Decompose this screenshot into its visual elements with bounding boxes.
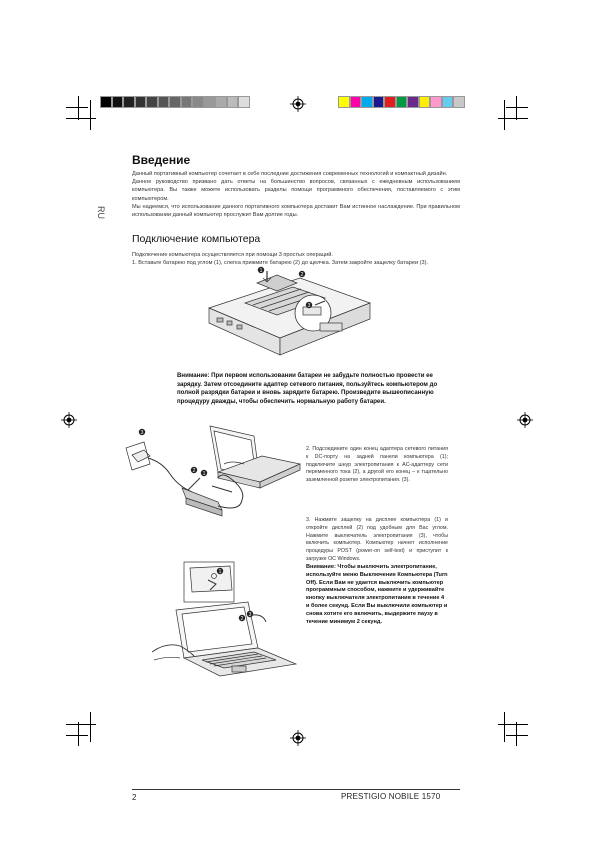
section-title: Подключение компьютера (132, 233, 261, 245)
steps-intro: Подключение компьютера осуществляется при помощи 3 простых операций. (132, 252, 333, 258)
color-swatch (430, 96, 442, 108)
intro-paragraph: Данный портативный компьютер сочетает в себе последние достижения современных технологий и компактный дизайн. (132, 171, 448, 177)
grey-swatch (158, 96, 170, 108)
color-swatch (419, 96, 431, 108)
grey-swatch (227, 96, 239, 108)
grey-swatch (181, 96, 193, 108)
color-swatch (396, 96, 408, 108)
grey-swatch (112, 96, 124, 108)
power-adapter-illustration (122, 420, 304, 520)
callout-1: 1 (259, 267, 263, 274)
page-title: Введение (132, 153, 191, 167)
power-off-warning: Внимание: Чтобы выключить электропитание, используйте меню Выключение Компьютера (Turn Off). Если Вам не удается выключить компьютер программным способом, нажмите и удерживайте кнопку выключателя электропитания в течение 4 и более секунд. Если Вы выключили компьютер и снова хотите его включить, выдержите паузу в течение минимум 2 секунд. (306, 564, 448, 625)
step-3-text: 3. Нажмите защелку на дисплее компьютера (1) и откройте дисплей (2) под удобным для Вас углом. Нажмите выключатель электропитания (3), чтобы включить компьютер. Компьютер начнет исполнение процедуры POST (power-on self-test) и приступит к загрузке ОС Windows. (306, 517, 448, 562)
callout-1: 1 (202, 470, 206, 477)
color-swatch (453, 96, 465, 108)
registration-mark-icon (290, 730, 306, 746)
color-calibration-bars (338, 96, 465, 108)
intro-paragraph: Мы надеемся, что использование данного портативного компьютера доставит Вам истинное наслаждение. При правильном использовании данный компьютер прослужит Вам долгие годы. (132, 203, 460, 219)
step-1-text: 1. Вставьте батарею под углом (1), слегка прижмите батарею (2) до щелчка. Затем закройте защелку батареи (3). (132, 260, 429, 266)
open-display-illustration (150, 560, 300, 678)
grey-swatch (215, 96, 227, 108)
intro-paragraph: Данное руководство призвано дать ответы на большинство вопросов, связанных с ежедневным использованием компьютера. Вы также можете использовать разделы помощи программного обеспечения, поставляемого с этим компьютером. (132, 179, 460, 202)
grey-calibration-bars (100, 96, 250, 108)
color-swatch (373, 96, 385, 108)
page-number: 2 (132, 793, 137, 802)
product-model: PRESTIGIO NOBILE 1570 (341, 792, 441, 801)
registration-mark-icon (290, 96, 306, 112)
color-swatch (338, 96, 350, 108)
grey-swatch (135, 96, 147, 108)
registration-mark-icon (61, 412, 77, 428)
intro-text (132, 170, 460, 219)
color-swatch (407, 96, 419, 108)
grey-swatch (238, 96, 250, 108)
battery-warning: Внимание: При первом использовании батареи не забудьте полностью провести ее зарядку. Затем отсоедините адаптер сетевого питания, пользуйтесь компьютером до полной разрядки батареи и вновь зарядите батарею. Произведите вышеописанную процедуру дважды, чтобы обеспечить нормальную работу батареи. (177, 372, 438, 405)
language-tab: RU (96, 206, 106, 219)
footer-rule (132, 789, 460, 790)
grey-swatch (100, 96, 112, 108)
grey-swatch (169, 96, 181, 108)
battery-insertion-illustration (205, 263, 375, 363)
callout-3: 3 (140, 429, 144, 436)
grey-swatch (146, 96, 158, 108)
grey-swatch (192, 96, 204, 108)
callout-2: 2 (192, 467, 196, 474)
color-swatch (361, 96, 373, 108)
color-swatch (350, 96, 362, 108)
grey-swatch (123, 96, 135, 108)
color-swatch (384, 96, 396, 108)
registration-mark-icon (517, 412, 533, 428)
callout-2: 2 (300, 271, 304, 278)
step-2-text: 2. Подсоедините один конец адаптера сетевого питания к DC-порту на задней панели компьютера (1); подключите шнур электропитания к AC-адаптеру сети переменного тока (2), а другой его конец – к тщательно заземленной розетке электропитания. (3). (306, 446, 448, 484)
callout-3: 3 (307, 302, 311, 309)
callout-3: 3 (248, 611, 252, 618)
color-swatch (442, 96, 454, 108)
callout-2: 2 (240, 615, 244, 622)
grey-swatch (204, 96, 216, 108)
callout-1: 1 (218, 568, 222, 575)
